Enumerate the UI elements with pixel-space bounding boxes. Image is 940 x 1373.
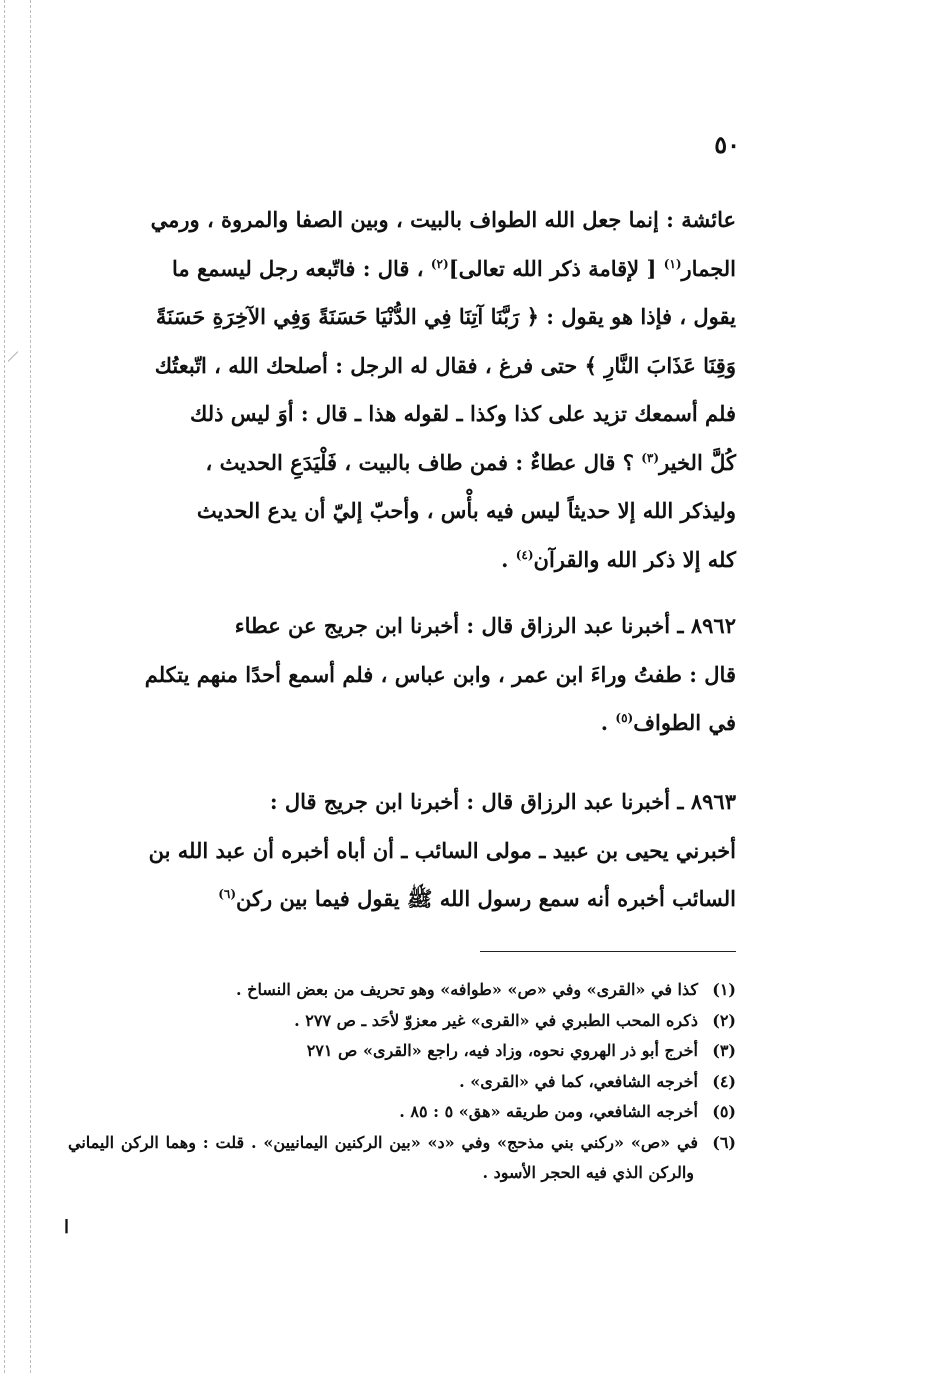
text-line: ؟ قال عطاءٌ : فمن طاف بالبيت ، فَلْيَدَعِ الحديث ، <box>205 449 634 475</box>
footnote-text: أخرجه الشافعي، ومن طريقه «هق» ٥ : ٨٥ . <box>399 1102 698 1121</box>
footnote-number: (١) <box>712 980 736 999</box>
footnote-number: (٢) <box>712 1010 736 1030</box>
text-line: ـ أخبرنا عبد الرزاق قال : أخبرنا ابن جريج عن عطاء <box>234 613 684 638</box>
scan-mark <box>8 351 19 362</box>
footnote-text: ذكره المحب الطبري في «القرى» غير معزوّ لأحَد ـ ص ٢٧٧ . <box>294 1010 698 1030</box>
text-line: السائب أخبره أنه سمع رسول الله ﷺ يقول فيما بين ركن <box>236 886 736 911</box>
footnote-text: في «ص» «ركني بني مذحج» وفي «د» «بين الركنين اليمانيين» . قلت : وهما الركن اليماني والركن الذي فيه الحجر الأسود . <box>68 1132 698 1182</box>
hadith-8962 <box>68 602 736 748</box>
text-line: وليذكر الله إلا حديثاً ليس فيه بأْس ، وأحبّ إليّ أن يدع الحديث <box>196 498 736 523</box>
text-line: كُلَّ الخير <box>659 449 736 475</box>
footnote-number: (٤) <box>712 1071 736 1091</box>
text-line: [ لإقامة ذكر الله تعالى] <box>448 255 657 281</box>
text-line: قال : طفتُ وراءَ ابن عمر ، وابن عباس ، فلم أسمع أحدًا منهم يتكلم <box>144 661 736 687</box>
footnote-item <box>68 1097 736 1128</box>
text-line: . <box>501 546 509 572</box>
footnote-item <box>68 1006 736 1037</box>
text-line: عائشة : إنما جعل الله الطواف بالبيت ، وبين الصفا والمروة ، ورمي <box>150 207 736 232</box>
text-line: في الطواف <box>633 710 736 735</box>
footnote-text: أخرجه الشافعي، كما في «القرى» . <box>459 1071 698 1091</box>
footnote-number: (٣) <box>712 1041 736 1060</box>
scan-edge-inner <box>30 0 31 1373</box>
text-line: كله إلا ذكر الله والقرآن <box>533 546 736 572</box>
footnote-ref[interactable]: (٢) <box>430 256 449 271</box>
footnote-item <box>68 1067 736 1098</box>
footnote-divider <box>480 951 736 952</box>
text-line: . <box>600 710 609 735</box>
main-paragraph <box>68 196 736 584</box>
page-number: ٥٠ <box>714 130 740 159</box>
text-line: وَقِنَا عَذَابَ النَّارِ ﴾ حتى فرغ ، فقال له الرجل : أصلحك الله ، اتّبعتُك <box>154 352 736 378</box>
footnote-item <box>68 975 736 1006</box>
footnotes-list <box>68 975 736 1189</box>
footnote-item <box>68 1128 736 1189</box>
footnote-number: (٦) <box>712 1132 736 1152</box>
text-line: فلم أسمعك تزيد على كذا وكذا ـ لقوله هذا ـ قال : أوَ ليس ذلك <box>190 401 736 426</box>
footnote-ref[interactable]: (٥) <box>615 711 634 725</box>
footnote-item <box>68 1036 736 1067</box>
text-line: ـ أخبرنا عبد الرزاق قال : أخبرنا ابن جريج قال : <box>269 789 684 814</box>
footnote-ref[interactable]: (٤) <box>515 547 534 562</box>
hadith-number: ٨٩٦٣ <box>690 789 736 814</box>
hadith-number: ٨٩٦٢ <box>690 613 736 638</box>
footnote-number: (٥) <box>712 1102 736 1121</box>
text-line: ، قال : فاتّبعه رجل ليسمع ما <box>171 255 424 281</box>
text-line: الجمار <box>681 255 736 281</box>
quran-verse-line: يقول ، فإذا هو يقول : ﴿ رَبَّنَا آتِنَا فِي الدُّنْيَا حَسَنَةً وَفِي الآخِرَةِ حَسَنَةً <box>155 304 736 329</box>
footnote-text: أخرج أبو ذر الهروي نحوه، وزاد فيه، راجع «القرى» ص ٢٧١ <box>306 1041 698 1060</box>
footnote-ref[interactable]: (٣) <box>641 450 660 465</box>
footnote-ref[interactable]: (٦) <box>218 887 237 901</box>
scan-edge-left <box>4 0 5 1373</box>
text-line: أخبرني يحيى بن عبيد ـ مولى السائب ـ أن أباه أخبره أن عبد الله بن <box>148 837 736 863</box>
margin-mark: ا <box>64 1217 70 1238</box>
hadith-8963 <box>68 778 736 924</box>
footnote-ref[interactable]: (١) <box>663 256 682 271</box>
footnote-text: كذا في «القرى» وفي «ص» «طوافه» وهو تحريف من بعض النساخ . <box>236 980 698 999</box>
